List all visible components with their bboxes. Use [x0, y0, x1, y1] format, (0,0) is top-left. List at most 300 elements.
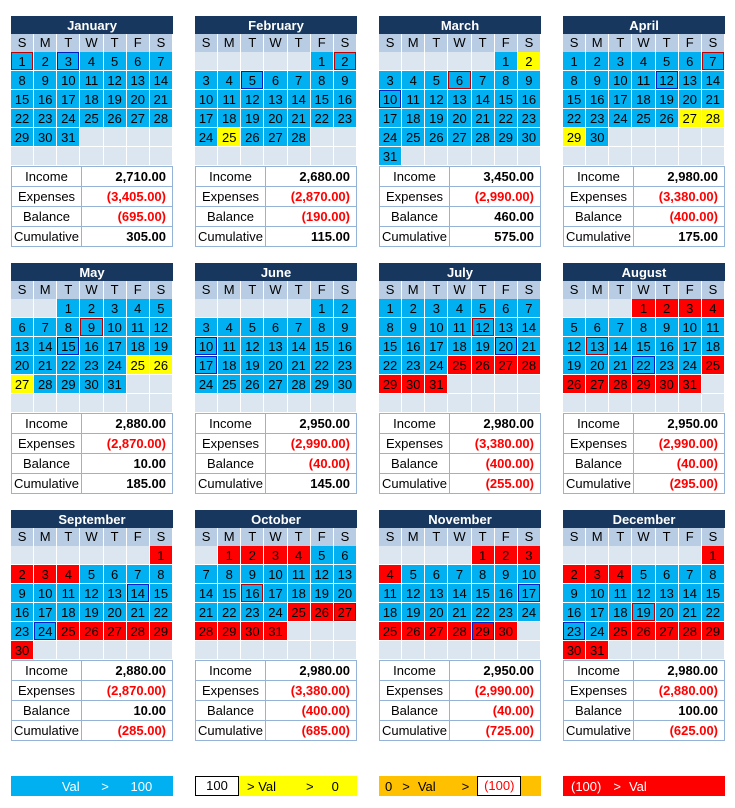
day-cell[interactable]: 9 — [402, 318, 425, 337]
day-cell[interactable]: 26 — [402, 622, 425, 641]
day-cell[interactable]: 13 — [264, 90, 287, 109]
day-cell[interactable]: 10 — [264, 565, 287, 584]
day-cell[interactable]: 14 — [609, 337, 632, 356]
day-cell[interactable]: 17 — [379, 109, 402, 128]
day-cell[interactable]: 17 — [586, 603, 609, 622]
day-cell[interactable]: 4 — [609, 565, 632, 584]
day-cell[interactable]: 7 — [195, 565, 218, 584]
day-cell[interactable]: 1 — [311, 52, 334, 71]
day-cell[interactable]: 11 — [609, 584, 632, 603]
day-cell[interactable]: 21 — [288, 356, 311, 375]
day-cell[interactable]: 25 — [632, 109, 655, 128]
day-cell[interactable]: 16 — [34, 90, 57, 109]
day-cell[interactable]: 31 — [679, 375, 702, 394]
day-cell[interactable]: 12 — [656, 71, 679, 90]
day-cell[interactable]: 20 — [264, 356, 287, 375]
day-cell[interactable]: 19 — [80, 603, 103, 622]
day-cell[interactable]: 21 — [195, 603, 218, 622]
day-cell[interactable]: 9 — [334, 71, 357, 90]
day-cell[interactable]: 13 — [425, 584, 448, 603]
day-cell[interactable]: 22 — [150, 603, 173, 622]
day-cell[interactable]: 28 — [150, 109, 173, 128]
day-cell[interactable]: 21 — [609, 356, 632, 375]
day-cell[interactable]: 22 — [472, 603, 495, 622]
day-cell[interactable]: 8 — [218, 565, 241, 584]
day-cell[interactable]: 18 — [632, 90, 655, 109]
day-cell[interactable]: 1 — [57, 299, 80, 318]
day-cell[interactable]: 29 — [311, 375, 334, 394]
day-cell[interactable]: 6 — [264, 318, 287, 337]
day-cell[interactable]: 14 — [288, 337, 311, 356]
day-cell[interactable]: 10 — [518, 565, 541, 584]
day-cell[interactable]: 9 — [241, 565, 264, 584]
day-cell[interactable]: 10 — [57, 71, 80, 90]
day-cell[interactable]: 19 — [241, 356, 264, 375]
day-cell[interactable]: 27 — [679, 109, 702, 128]
day-cell[interactable]: 14 — [702, 71, 725, 90]
day-cell[interactable]: 1 — [11, 52, 34, 71]
day-cell[interactable]: 24 — [195, 375, 218, 394]
day-cell[interactable]: 15 — [218, 584, 241, 603]
day-cell[interactable]: 28 — [609, 375, 632, 394]
day-cell[interactable]: 2 — [402, 299, 425, 318]
day-cell[interactable]: 23 — [402, 356, 425, 375]
day-cell[interactable]: 25 — [127, 356, 150, 375]
day-cell[interactable]: 26 — [656, 109, 679, 128]
day-cell[interactable]: 29 — [632, 375, 655, 394]
day-cell[interactable]: 13 — [11, 337, 34, 356]
day-cell[interactable]: 23 — [495, 603, 518, 622]
day-cell[interactable]: 28 — [702, 109, 725, 128]
day-cell[interactable]: 5 — [80, 565, 103, 584]
day-cell[interactable]: 20 — [264, 109, 287, 128]
day-cell[interactable]: 31 — [379, 147, 402, 166]
day-cell[interactable]: 12 — [632, 584, 655, 603]
day-cell[interactable]: 18 — [448, 337, 471, 356]
day-cell[interactable]: 12 — [311, 565, 334, 584]
day-cell[interactable]: 27 — [495, 356, 518, 375]
day-cell[interactable]: 25 — [80, 109, 103, 128]
day-cell[interactable]: 11 — [448, 318, 471, 337]
day-cell[interactable]: 5 — [104, 52, 127, 71]
day-cell[interactable]: 28 — [472, 128, 495, 147]
day-cell[interactable]: 5 — [425, 71, 448, 90]
day-cell[interactable]: 13 — [656, 584, 679, 603]
day-cell[interactable]: 23 — [34, 109, 57, 128]
day-cell[interactable]: 6 — [425, 565, 448, 584]
day-cell[interactable]: 23 — [80, 356, 103, 375]
day-cell[interactable]: 22 — [311, 109, 334, 128]
day-cell[interactable]: 30 — [241, 622, 264, 641]
day-cell[interactable]: 7 — [702, 52, 725, 71]
day-cell[interactable]: 3 — [586, 565, 609, 584]
day-cell[interactable]: 17 — [195, 109, 218, 128]
day-cell[interactable]: 19 — [656, 90, 679, 109]
day-cell[interactable]: 19 — [632, 603, 655, 622]
day-cell[interactable]: 23 — [334, 356, 357, 375]
day-cell[interactable]: 28 — [127, 622, 150, 641]
day-cell[interactable]: 16 — [563, 603, 586, 622]
day-cell[interactable]: 13 — [586, 337, 609, 356]
day-cell[interactable]: 28 — [288, 128, 311, 147]
day-cell[interactable]: 25 — [448, 356, 471, 375]
day-cell[interactable]: 21 — [34, 356, 57, 375]
day-cell[interactable]: 9 — [563, 584, 586, 603]
day-cell[interactable]: 1 — [472, 546, 495, 565]
day-cell[interactable]: 28 — [34, 375, 57, 394]
day-cell[interactable]: 25 — [57, 622, 80, 641]
day-cell[interactable]: 9 — [586, 71, 609, 90]
day-cell[interactable]: 18 — [218, 109, 241, 128]
day-cell[interactable]: 18 — [127, 337, 150, 356]
day-cell[interactable]: 4 — [448, 299, 471, 318]
day-cell[interactable]: 20 — [679, 90, 702, 109]
day-cell[interactable]: 20 — [425, 603, 448, 622]
day-cell[interactable]: 5 — [632, 565, 655, 584]
day-cell[interactable]: 2 — [80, 299, 103, 318]
day-cell[interactable]: 7 — [472, 71, 495, 90]
day-cell[interactable]: 20 — [334, 584, 357, 603]
day-cell[interactable]: 15 — [11, 90, 34, 109]
day-cell[interactable]: 3 — [264, 546, 287, 565]
day-cell[interactable]: 10 — [586, 584, 609, 603]
day-cell[interactable]: 25 — [288, 603, 311, 622]
day-cell[interactable]: 8 — [11, 71, 34, 90]
day-cell[interactable]: 3 — [104, 299, 127, 318]
day-cell[interactable]: 18 — [80, 90, 103, 109]
day-cell[interactable]: 16 — [586, 90, 609, 109]
day-cell[interactable]: 5 — [241, 71, 264, 90]
day-cell[interactable]: 21 — [702, 90, 725, 109]
day-cell[interactable]: 24 — [586, 622, 609, 641]
day-cell[interactable]: 19 — [472, 337, 495, 356]
day-cell[interactable]: 27 — [264, 128, 287, 147]
day-cell[interactable]: 28 — [679, 622, 702, 641]
day-cell[interactable]: 24 — [518, 603, 541, 622]
day-cell[interactable]: 18 — [402, 109, 425, 128]
day-cell[interactable]: 6 — [679, 52, 702, 71]
day-cell[interactable]: 30 — [34, 128, 57, 147]
day-cell[interactable]: 10 — [195, 337, 218, 356]
day-cell[interactable]: 16 — [518, 90, 541, 109]
day-cell[interactable]: 18 — [379, 603, 402, 622]
day-cell[interactable]: 6 — [448, 71, 471, 90]
day-cell[interactable]: 2 — [241, 546, 264, 565]
day-cell[interactable]: 22 — [218, 603, 241, 622]
day-cell[interactable]: 16 — [11, 603, 34, 622]
day-cell[interactable]: 31 — [104, 375, 127, 394]
day-cell[interactable]: 27 — [586, 375, 609, 394]
day-cell[interactable]: 14 — [195, 584, 218, 603]
day-cell[interactable]: 26 — [80, 622, 103, 641]
day-cell[interactable]: 15 — [150, 584, 173, 603]
day-cell[interactable]: 18 — [218, 356, 241, 375]
day-cell[interactable]: 24 — [264, 603, 287, 622]
day-cell[interactable]: 24 — [679, 356, 702, 375]
day-cell[interactable]: 29 — [495, 128, 518, 147]
day-cell[interactable]: 17 — [264, 584, 287, 603]
day-cell[interactable]: 11 — [632, 71, 655, 90]
day-cell[interactable]: 15 — [632, 337, 655, 356]
day-cell[interactable]: 25 — [218, 128, 241, 147]
day-cell[interactable]: 29 — [150, 622, 173, 641]
day-cell[interactable]: 24 — [57, 109, 80, 128]
day-cell[interactable]: 1 — [702, 546, 725, 565]
day-cell[interactable]: 12 — [241, 90, 264, 109]
day-cell[interactable]: 26 — [241, 375, 264, 394]
day-cell[interactable]: 8 — [311, 71, 334, 90]
day-cell[interactable]: 23 — [241, 603, 264, 622]
day-cell[interactable]: 27 — [425, 622, 448, 641]
day-cell[interactable]: 5 — [402, 565, 425, 584]
day-cell[interactable]: 22 — [702, 603, 725, 622]
day-cell[interactable]: 22 — [57, 356, 80, 375]
day-cell[interactable]: 7 — [34, 318, 57, 337]
day-cell[interactable]: 7 — [448, 565, 471, 584]
day-cell[interactable]: 15 — [495, 90, 518, 109]
day-cell[interactable]: 5 — [311, 546, 334, 565]
day-cell[interactable]: 18 — [702, 337, 725, 356]
day-cell[interactable]: 5 — [241, 318, 264, 337]
day-cell[interactable]: 19 — [311, 584, 334, 603]
day-cell[interactable]: 26 — [425, 128, 448, 147]
day-cell[interactable]: 14 — [34, 337, 57, 356]
day-cell[interactable]: 24 — [34, 622, 57, 641]
day-cell[interactable]: 3 — [609, 52, 632, 71]
day-cell[interactable]: 1 — [632, 299, 655, 318]
day-cell[interactable]: 13 — [495, 318, 518, 337]
day-cell[interactable]: 6 — [656, 565, 679, 584]
day-cell[interactable]: 24 — [379, 128, 402, 147]
day-cell[interactable]: 10 — [34, 584, 57, 603]
day-cell[interactable]: 12 — [241, 337, 264, 356]
day-cell[interactable]: 3 — [518, 546, 541, 565]
day-cell[interactable]: 3 — [57, 52, 80, 71]
day-cell[interactable]: 24 — [195, 128, 218, 147]
day-cell[interactable]: 21 — [150, 90, 173, 109]
day-cell[interactable]: 4 — [127, 299, 150, 318]
day-cell[interactable]: 2 — [586, 52, 609, 71]
day-cell[interactable]: 6 — [104, 565, 127, 584]
day-cell[interactable]: 1 — [218, 546, 241, 565]
day-cell[interactable]: 16 — [495, 584, 518, 603]
day-cell[interactable]: 27 — [104, 622, 127, 641]
day-cell[interactable]: 28 — [195, 622, 218, 641]
day-cell[interactable]: 2 — [334, 52, 357, 71]
day-cell[interactable]: 20 — [586, 356, 609, 375]
day-cell[interactable]: 26 — [311, 603, 334, 622]
day-cell[interactable]: 9 — [656, 318, 679, 337]
day-cell[interactable]: 29 — [702, 622, 725, 641]
day-cell[interactable]: 21 — [448, 603, 471, 622]
day-cell[interactable]: 7 — [518, 299, 541, 318]
day-cell[interactable]: 21 — [518, 337, 541, 356]
day-cell[interactable]: 11 — [218, 90, 241, 109]
day-cell[interactable]: 3 — [679, 299, 702, 318]
day-cell[interactable]: 4 — [632, 52, 655, 71]
day-cell[interactable]: 24 — [609, 109, 632, 128]
day-cell[interactable]: 27 — [127, 109, 150, 128]
day-cell[interactable]: 26 — [241, 128, 264, 147]
day-cell[interactable]: 3 — [34, 565, 57, 584]
day-cell[interactable]: 22 — [11, 109, 34, 128]
day-cell[interactable]: 16 — [334, 90, 357, 109]
day-cell[interactable]: 16 — [334, 337, 357, 356]
day-cell[interactable]: 29 — [563, 128, 586, 147]
day-cell[interactable]: 29 — [218, 622, 241, 641]
day-cell[interactable]: 15 — [311, 90, 334, 109]
day-cell[interactable]: 6 — [495, 299, 518, 318]
day-cell[interactable]: 5 — [656, 52, 679, 71]
day-cell[interactable]: 29 — [11, 128, 34, 147]
day-cell[interactable]: 14 — [288, 90, 311, 109]
day-cell[interactable]: 25 — [218, 375, 241, 394]
day-cell[interactable]: 26 — [150, 356, 173, 375]
day-cell[interactable]: 7 — [288, 71, 311, 90]
day-cell[interactable]: 13 — [448, 90, 471, 109]
day-cell[interactable]: 1 — [311, 299, 334, 318]
day-cell[interactable]: 20 — [495, 337, 518, 356]
day-cell[interactable]: 11 — [80, 71, 103, 90]
day-cell[interactable]: 21 — [127, 603, 150, 622]
day-cell[interactable]: 26 — [632, 622, 655, 641]
day-cell[interactable]: 4 — [218, 318, 241, 337]
day-cell[interactable]: 20 — [11, 356, 34, 375]
day-cell[interactable]: 30 — [563, 641, 586, 660]
day-cell[interactable]: 2 — [334, 299, 357, 318]
day-cell[interactable]: 14 — [472, 90, 495, 109]
day-cell[interactable]: 2 — [518, 52, 541, 71]
day-cell[interactable]: 8 — [563, 71, 586, 90]
day-cell[interactable]: 18 — [57, 603, 80, 622]
day-cell[interactable]: 19 — [150, 337, 173, 356]
day-cell[interactable]: 8 — [379, 318, 402, 337]
day-cell[interactable]: 20 — [656, 603, 679, 622]
day-cell[interactable]: 8 — [495, 71, 518, 90]
day-cell[interactable]: 8 — [150, 565, 173, 584]
day-cell[interactable]: 7 — [679, 565, 702, 584]
day-cell[interactable]: 7 — [150, 52, 173, 71]
day-cell[interactable]: 23 — [586, 109, 609, 128]
day-cell[interactable]: 15 — [311, 337, 334, 356]
day-cell[interactable]: 18 — [288, 584, 311, 603]
day-cell[interactable]: 23 — [518, 109, 541, 128]
day-cell[interactable]: 13 — [104, 584, 127, 603]
day-cell[interactable]: 14 — [448, 584, 471, 603]
day-cell[interactable]: 11 — [702, 318, 725, 337]
day-cell[interactable]: 25 — [702, 356, 725, 375]
day-cell[interactable]: 5 — [150, 299, 173, 318]
day-cell[interactable]: 7 — [288, 318, 311, 337]
day-cell[interactable]: 17 — [57, 90, 80, 109]
day-cell[interactable]: 13 — [127, 71, 150, 90]
day-cell[interactable]: 6 — [11, 318, 34, 337]
day-cell[interactable]: 23 — [11, 622, 34, 641]
day-cell[interactable]: 17 — [518, 584, 541, 603]
day-cell[interactable]: 28 — [288, 375, 311, 394]
day-cell[interactable]: 29 — [472, 622, 495, 641]
day-cell[interactable]: 19 — [563, 356, 586, 375]
day-cell[interactable]: 3 — [195, 71, 218, 90]
day-cell[interactable]: 13 — [334, 565, 357, 584]
day-cell[interactable]: 4 — [702, 299, 725, 318]
day-cell[interactable]: 11 — [127, 318, 150, 337]
day-cell[interactable]: 19 — [425, 109, 448, 128]
day-cell[interactable]: 5 — [563, 318, 586, 337]
day-cell[interactable]: 4 — [80, 52, 103, 71]
day-cell[interactable]: 12 — [150, 318, 173, 337]
day-cell[interactable]: 4 — [288, 546, 311, 565]
day-cell[interactable]: 8 — [472, 565, 495, 584]
day-cell[interactable]: 2 — [495, 546, 518, 565]
day-cell[interactable]: 21 — [472, 109, 495, 128]
day-cell[interactable]: 28 — [448, 622, 471, 641]
day-cell[interactable]: 19 — [104, 90, 127, 109]
day-cell[interactable]: 6 — [334, 546, 357, 565]
day-cell[interactable]: 14 — [518, 318, 541, 337]
day-cell[interactable]: 23 — [334, 109, 357, 128]
day-cell[interactable]: 13 — [679, 71, 702, 90]
day-cell[interactable]: 30 — [80, 375, 103, 394]
day-cell[interactable]: 27 — [11, 375, 34, 394]
day-cell[interactable]: 9 — [34, 71, 57, 90]
day-cell[interactable]: 11 — [288, 565, 311, 584]
day-cell[interactable]: 8 — [311, 318, 334, 337]
day-cell[interactable]: 14 — [679, 584, 702, 603]
day-cell[interactable]: 15 — [57, 337, 80, 356]
day-cell[interactable]: 4 — [379, 565, 402, 584]
day-cell[interactable]: 3 — [379, 71, 402, 90]
day-cell[interactable]: 31 — [425, 375, 448, 394]
day-cell[interactable]: 4 — [57, 565, 80, 584]
day-cell[interactable]: 28 — [518, 356, 541, 375]
day-cell[interactable]: 1 — [150, 546, 173, 565]
day-cell[interactable]: 16 — [241, 584, 264, 603]
day-cell[interactable]: 17 — [679, 337, 702, 356]
day-cell[interactable]: 9 — [495, 565, 518, 584]
day-cell[interactable]: 1 — [563, 52, 586, 71]
day-cell[interactable]: 25 — [402, 128, 425, 147]
day-cell[interactable]: 19 — [402, 603, 425, 622]
day-cell[interactable]: 22 — [563, 109, 586, 128]
day-cell[interactable]: 12 — [425, 90, 448, 109]
day-cell[interactable]: 9 — [518, 71, 541, 90]
day-cell[interactable]: 17 — [195, 356, 218, 375]
day-cell[interactable]: 12 — [80, 584, 103, 603]
day-cell[interactable]: 6 — [586, 318, 609, 337]
day-cell[interactable]: 27 — [334, 603, 357, 622]
day-cell[interactable]: 27 — [656, 622, 679, 641]
day-cell[interactable]: 11 — [402, 90, 425, 109]
day-cell[interactable]: 20 — [127, 90, 150, 109]
day-cell[interactable]: 29 — [379, 375, 402, 394]
day-cell[interactable]: 29 — [57, 375, 80, 394]
day-cell[interactable]: 31 — [57, 128, 80, 147]
day-cell[interactable]: 13 — [264, 337, 287, 356]
day-cell[interactable]: 9 — [334, 318, 357, 337]
day-cell[interactable]: 27 — [448, 128, 471, 147]
day-cell[interactable]: 30 — [495, 622, 518, 641]
day-cell[interactable]: 26 — [472, 356, 495, 375]
day-cell[interactable]: 8 — [57, 318, 80, 337]
day-cell[interactable]: 10 — [195, 90, 218, 109]
day-cell[interactable]: 2 — [563, 565, 586, 584]
day-cell[interactable]: 12 — [402, 584, 425, 603]
day-cell[interactable]: 30 — [586, 128, 609, 147]
day-cell[interactable]: 17 — [104, 337, 127, 356]
day-cell[interactable]: 6 — [264, 71, 287, 90]
day-cell[interactable]: 14 — [127, 584, 150, 603]
